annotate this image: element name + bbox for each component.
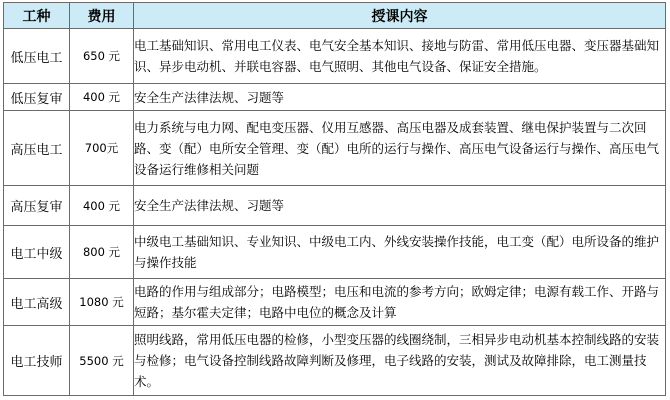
cell-content: 电路的作用与组成部分；电路模型；电压和电流的参考方向；欧姆定律；电源有载工作、开路与短路；基尔霍夫定律；电路中电位的概念及计算 (134, 279, 666, 326)
table-row (4, 279, 666, 326)
cell-content: 照明线路，常用低压电器的检修，小型变压器的线圈绕制，三相异步电动机基本控制线路的安装与检修；电气设备控制线路故障判断及修理，电子线路的安装，测试及故障排除，电工测量技术。 (134, 326, 666, 396)
cell-type: 高压复审 (4, 186, 70, 226)
table-header-row (4, 3, 666, 29)
cell-content: 安全生产法律法规、习题等 (134, 186, 666, 226)
header-content: 授课内容 (134, 3, 666, 29)
table-row (4, 226, 666, 279)
cell-type: 高压电工 (4, 111, 70, 186)
cell-type: 低压复审 (4, 84, 70, 111)
cell-fee: 700元 (70, 111, 134, 186)
cell-fee: 800 元 (70, 226, 134, 279)
cell-fee: 400 元 (70, 186, 134, 226)
table-row (4, 326, 666, 396)
cell-type: 电工高级 (4, 279, 70, 326)
cell-fee: 400 元 (70, 84, 134, 111)
cell-content: 中级电工基础知识、专业知识、中级电工内、外线安装操作技能，电工变（配）电所设备的维护与操作技能 (134, 226, 666, 279)
cell-fee: 1080 元 (70, 279, 134, 326)
table-row (4, 84, 666, 111)
cell-content: 安全生产法律法规、习题等 (134, 84, 666, 111)
table-row (4, 29, 666, 84)
cell-type: 电工中级 (4, 226, 70, 279)
cell-fee: 5500 元 (70, 326, 134, 396)
table-row (4, 111, 666, 186)
cell-content: 电力系统与电力网、配电变压器、仪用互感器、高压电器及成套装置、继电保护装置与二次回路、变（配）电所安全管理、变（配）电所的运行与操作、高压电气设备运行与操作、高压电气设备运行维修相关问题 (134, 111, 666, 186)
cell-type: 低压电工 (4, 29, 70, 84)
course-fee-table (3, 2, 666, 396)
cell-fee: 650 元 (70, 29, 134, 84)
course-fee-table-wrapper (3, 2, 666, 396)
header-fee: 费用 (70, 3, 134, 29)
table-row (4, 186, 666, 226)
cell-type: 电工技师 (4, 326, 70, 396)
cell-content: 电工基础知识、常用电工仪表、电气安全基本知识、接地与防雷、常用低压电器、变压器基础知识、异步电动机、并联电容器、电气照明、其他电气设备、保证安全措施。 (134, 29, 666, 84)
header-type: 工种 (4, 3, 70, 29)
